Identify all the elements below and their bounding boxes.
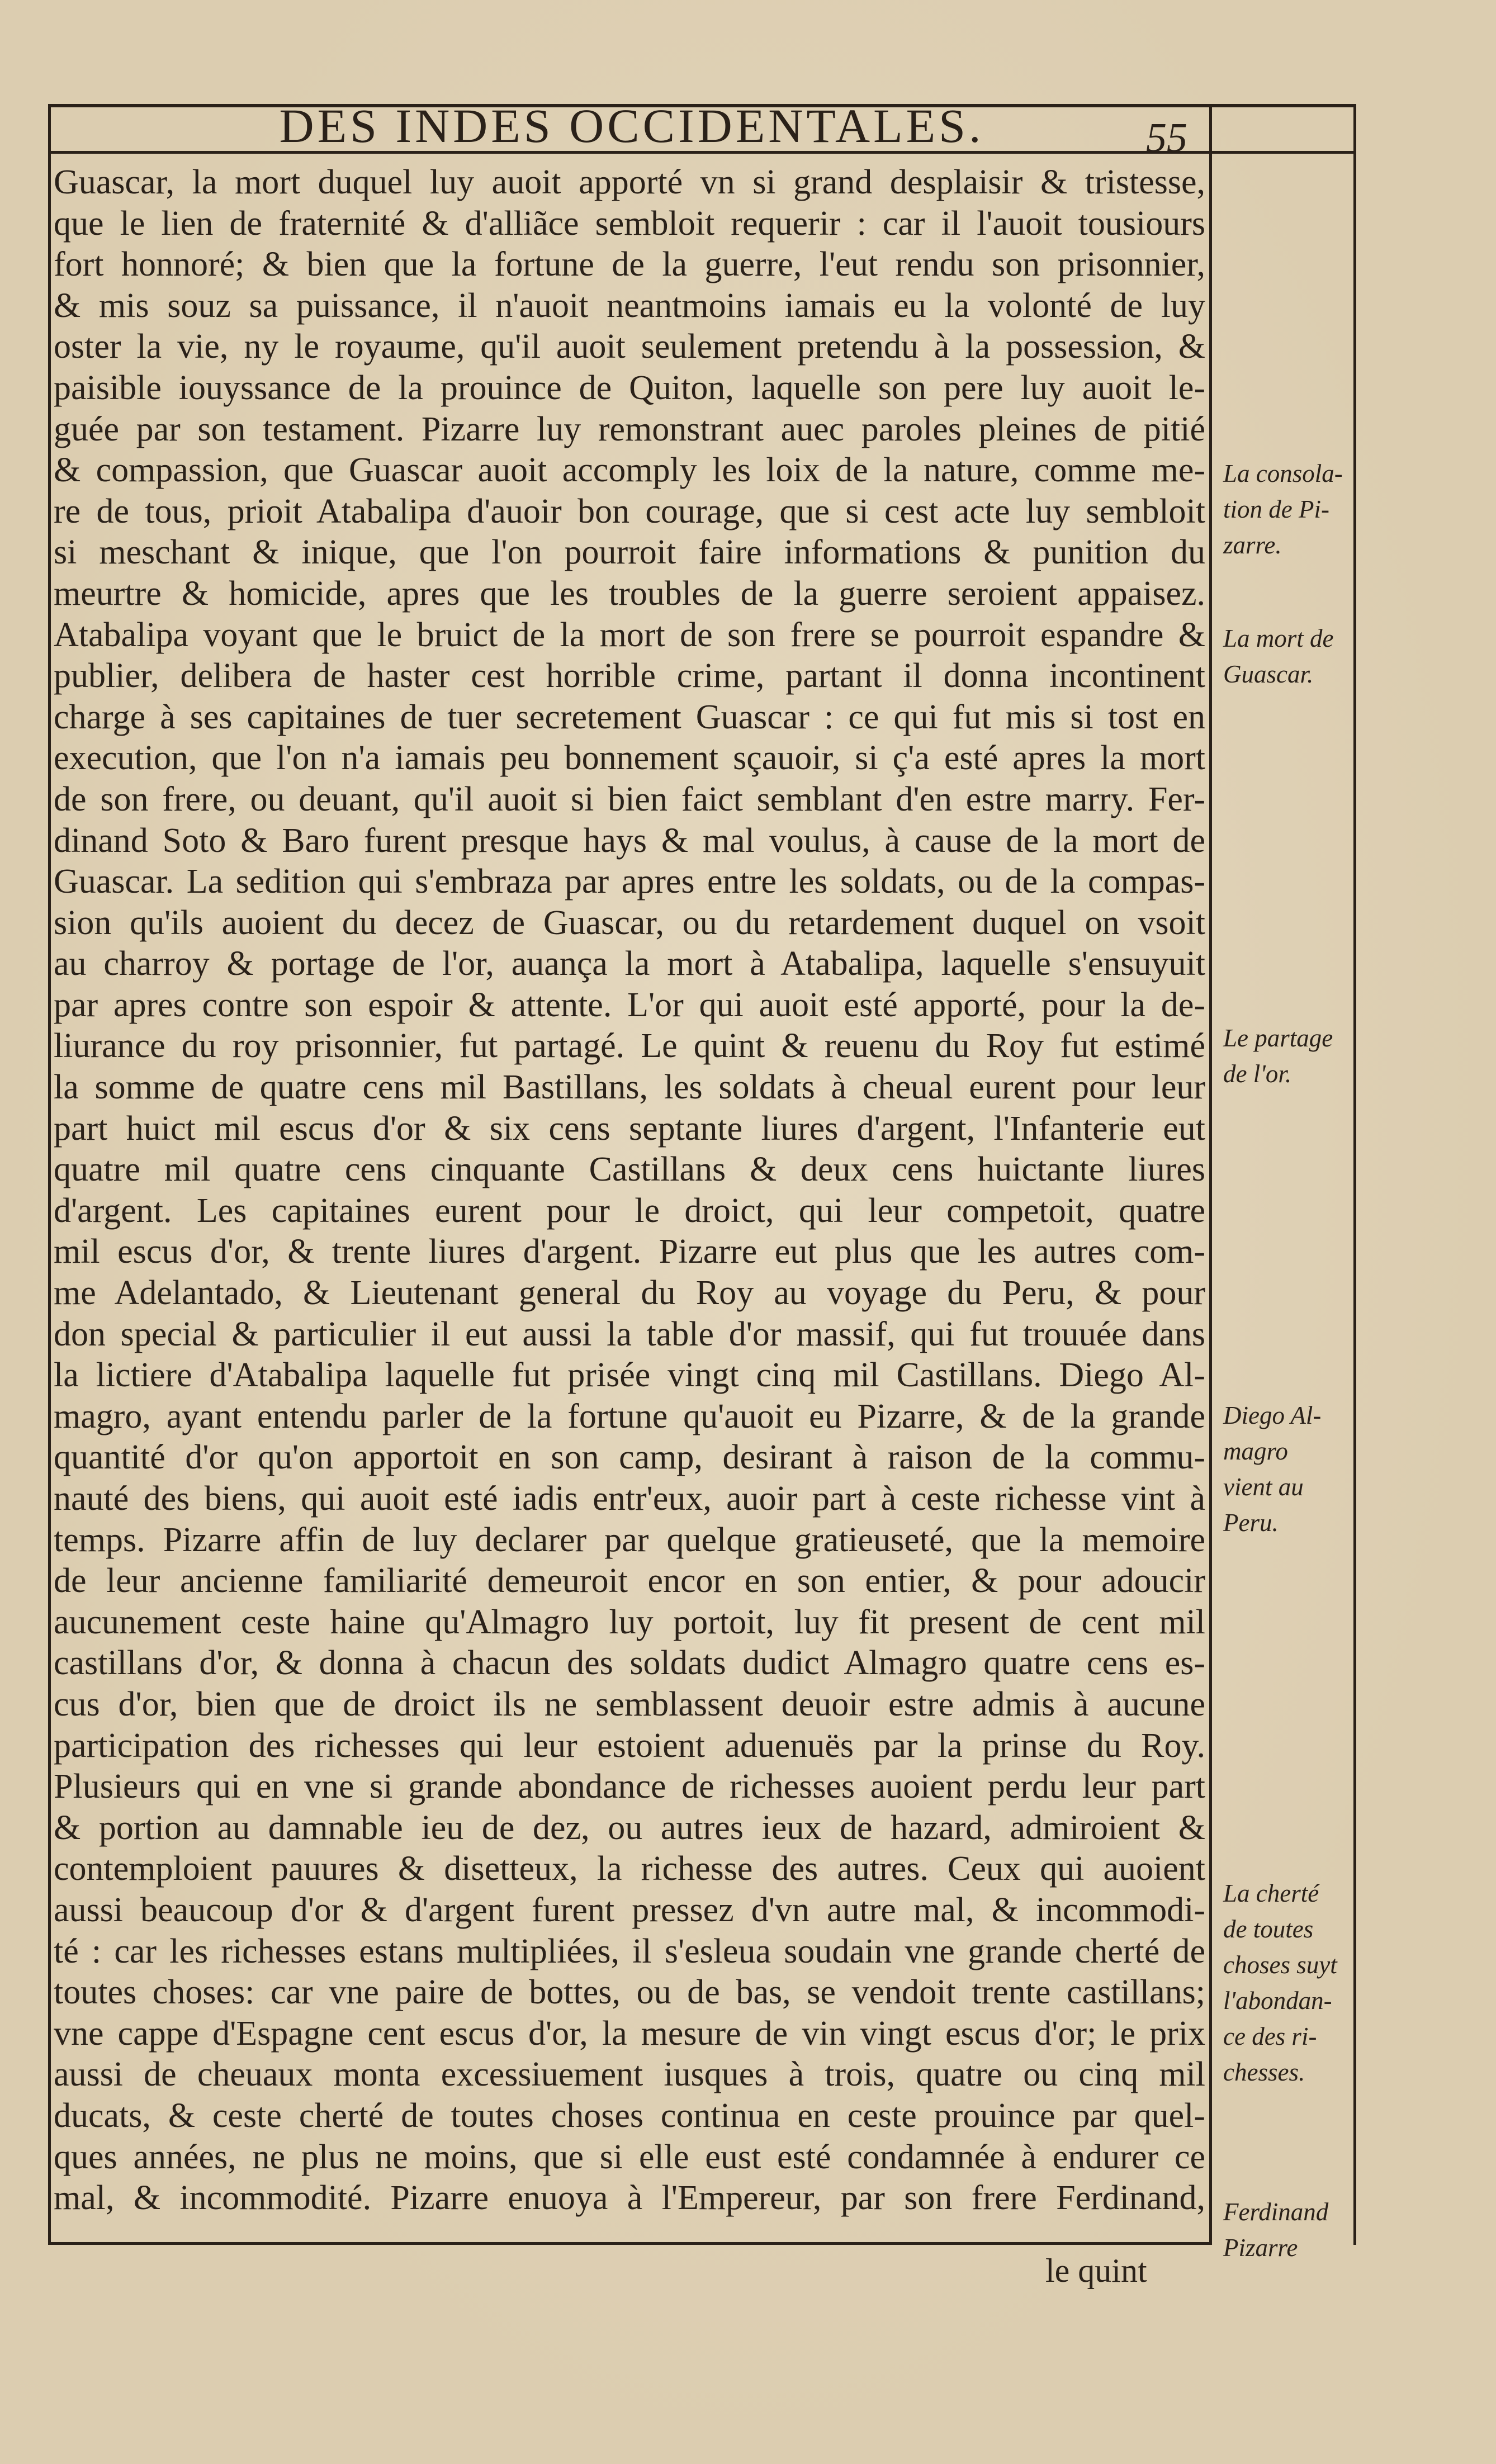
margin-note-almagro [1223,1397,1357,1541]
text-line: publier, delibera de haster cest horrible crime, partant il donna incontinent [54,657,1205,695]
text-line: cus d'or, bien que de droict ils ne semblassent deuoir estre admis à aucune [54,1685,1205,1723]
text-line: quantité d'or qu'on apportoit en son camp, desirant à raison de la commu- [54,1438,1205,1477]
text-line: & compassion, que Guascar auoit accomply les loix de la nature, comme me- [54,451,1205,490]
text-line: de son frere, ou deuant, qu'il auoit si bien faict semblant d'en estre marry. Fer- [54,780,1205,818]
margin-note-line: La cherté [1223,1879,1319,1907]
text-line: si meschant & inique, que l'on pourroit faire informations & punition du [54,533,1205,572]
margin-note-line: choses suyt [1223,1951,1337,1979]
text-line: execution, que l'on n'a iamais peu bonnement sçauoir, si ç'a esté apres la mort [54,739,1205,778]
text-line: me Adelantado, & Lieutenant general du Roy au voyage du Peru, & pour [54,1274,1205,1312]
text-line: magro, ayant entendu parler de la fortune qu'auoit eu Pizarre, & de la grande [54,1397,1205,1435]
text-line: Guascar, la mort duquel luy auoit apporté vn si grand desplaisir & tristesse, [54,163,1205,201]
margin-note-line: ce des ri- [1223,2022,1317,2050]
margin-note-line: magro [1223,1437,1288,1465]
margin-note-line: Guascar. [1223,660,1314,688]
text-line: la somme de quatre cens mil Bastillans, les soldats à cheual eurent pour leur [54,1068,1205,1107]
page-number: 55 [1146,115,1187,161]
text-line: aucunement ceste haine qu'Almagro luy portoit, luy fit present de cent mil [54,1603,1205,1641]
text-line: de leur ancienne familiarité demeuroit encor en son entier, & pour adoucir [54,1562,1205,1600]
margin-note-ferdinand [1223,2194,1357,2266]
margin-divider-rule [1209,104,1212,2245]
text-line: Atabalipa voyant que le bruict de la mort de son frere se pourroit espandre & [54,615,1205,654]
text-line: que le lien de fraternité & d'alliãce sembloit requerir : car il l'auoit tousiours [54,204,1205,243]
text-line: liurance du roy prisonnier, fut partagé. Le quint & reuenu du Roy fut estimé [54,1027,1205,1065]
text-line: re de tous, prioit Atabalipa d'auoir bon courage, que si cest acte luy sembloit [54,492,1205,530]
margin-note-line: de l'or. [1223,1060,1292,1088]
text-line: dinand Soto & Baro furent presque hays & mal voulus, à cause de la mort de [54,821,1205,860]
text-line: meurtre & homicide, apres que les troubles de la guerre seroient appaisez. [54,574,1205,613]
text-line: don special & particulier il eut aussi la table d'or massif, qui fut trouuée dans [54,1315,1205,1353]
text-line: fort honnoré; & bien que la fortune de la guerre, l'eut rendu son prisonnier, [54,245,1205,284]
margin-note-line: l'abondan- [1223,1987,1332,2015]
text-line: ques années, ne plus ne moins, que si elle eust esté condamnée à endurer ce [54,2138,1205,2176]
margin-note-line: vient au [1223,1473,1304,1501]
text-line: contemploient pauures & disetteux, la richesse des autres. Ceux qui auoient [54,1850,1205,1888]
text-line: temps. Pizarre affin de luy declarer par quelque gratieuseté, que la memoire [54,1520,1205,1559]
text-line: té : car les richesses estans multipliées, il s'esleua soudain vne grande cherté de [54,1932,1205,1970]
margin-note-line: La consola- [1223,459,1343,487]
text-line: toutes choses: car vne paire de bottes, ou de bas, se vendoit trente castillans; [54,1973,1205,2012]
margin-note-line: Peru. [1223,1509,1279,1537]
text-line: oster la vie, ny le royaume, qu'il auoit seulement pretendu à la possession, & [54,328,1205,366]
margin-note-line: chesses. [1223,2058,1305,2086]
body-text [54,162,1205,2219]
text-line: part huict mil escus d'or & six cens septante liures d'argent, l'Infanterie eut [54,1109,1205,1148]
text-line: & mis souz sa puissance, il n'auoit neantmoins iamais eu la volonté de luy [54,286,1205,325]
margin-note-line: Le partage [1223,1024,1333,1052]
margin-note-line: de toutes [1223,1915,1314,1943]
left-border-rule [48,104,51,2245]
margin-note-line: Pizarre [1223,2234,1298,2262]
text-line: d'argent. Les capitaines eurent pour le droict, qui leur competoit, quatre [54,1191,1205,1230]
text-line: vne cappe d'Espagne cent escus d'or, la mesure de vin vingt escus d'or; le prix [54,2014,1205,2053]
margin-note-death-guascar [1223,620,1357,692]
margin-note-consolation [1223,456,1357,563]
margin-note-cherte [1223,1875,1357,2090]
text-line: la lictiere d'Atabalipa laquelle fut prisée vingt cinq mil Castillans. Diego Al- [54,1356,1205,1395]
text-line: paisible iouyssance de la prouince de Quiton, laquelle son pere luy auoit le- [54,368,1205,407]
margin-note-line: La mort de [1223,624,1334,652]
margin-note-line: tion de Pi- [1223,495,1329,523]
text-line: castillans d'or, & donna à chacun des soldats dudict Almagro quatre cens es- [54,1644,1205,1683]
text-line: mal, & incommodité. Pizarre enuoya à l'Empereur, par son frere Ferdinand, [54,2179,1205,2217]
margin-note-partage [1223,1020,1357,1092]
margin-note-line: zarre. [1223,531,1282,559]
text-line: & portion au damnable ieu de dez, ou autres ieux de hazard, admiroient & [54,1808,1205,1847]
margin-note-line: Ferdinand [1223,2198,1329,2226]
text-line: Plusieurs qui en vne si grande abondance de richesses auoient perdu leur part [54,1768,1205,1806]
margin-note-line: Diego Al- [1223,1401,1322,1429]
text-line: participation des richesses qui leur estoient aduenuës par la prinse du Roy. [54,1726,1205,1765]
text-line: aussi de cheuaux monta excessiuement iusques à trois, quatre ou cinq mil [54,2055,1205,2094]
text-line: par apres contre son espoir & attente. L'or qui auoit esté apporté, pour la de- [54,985,1205,1024]
text-line: guée par son testament. Pizarre luy remonstrant auec paroles pleines de pitié [54,410,1205,448]
text-line: ducats, & ceste cherté de toutes choses continua en ceste prouince par quel- [54,2096,1205,2135]
text-line: mil escus d'or, & trente liures d'argent. Pizarre eut plus que les autres com- [54,1233,1205,1271]
text-line: au charroy & portage de l'or, auança la mort à Atabalipa, laquelle s'ensuyuit [54,945,1205,983]
text-line: sion qu'ils auoient du decez de Guascar, ou du retardement duquel on vsoit [54,903,1205,942]
bottom-border-rule [48,2242,1212,2245]
catchword: le quint [1045,2252,1147,2289]
text-line: charge à ses capitaines de tuer secretement Guascar : ce qui fut mis si tost en [54,698,1205,736]
text-line: nauté des biens, qui auoit esté iadis entr'eux, auoir part à ceste richesse vint à [54,1480,1205,1518]
text-line: Guascar. La sedition qui s'embraza par apres entre les soldats, ou de la compas- [54,863,1205,901]
text-line: quatre mil quatre cens cinquante Castillans & deux cens huictante liures [54,1150,1205,1189]
running-title: DES INDES OCCIDENTALES. [279,99,984,153]
text-line: aussi beaucoup d'or & d'argent furent pressez d'vn autre mal, & incommodi- [54,1890,1205,1929]
